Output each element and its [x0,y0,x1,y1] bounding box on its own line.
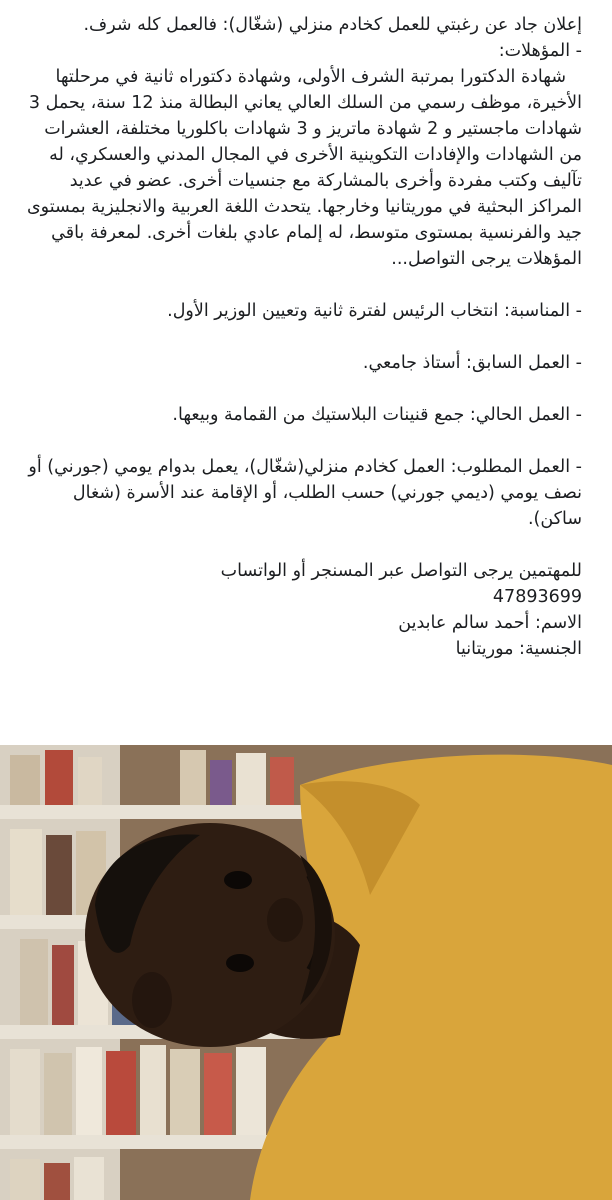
shelf-board [0,805,320,819]
phone-number[interactable]: 47893699 [492,587,582,607]
nationality-line: الجنسية: موريتانيا [455,639,582,659]
contact-line: للمهتمين يرجى التواصل عبر المسنجر أو الواتساب [220,561,582,581]
shelf-board [0,1135,300,1149]
intro-text: إعلان جاد عن رغبتي للعمل كخادم منزلي (شغّال): فالعمل كله شرف. [83,15,582,35]
qualifications-body: شهادة الدكتورا بمرتبة الشرف الأولى، وشهادة دكتوراه ثانية في مرحلتها الأخيرة، موظف رسمي من السلك العالي يعاني البطالة منذ 12 سنة، يحمل 3 شهادات ماجستير و 2 شهادة ماتريز و 3 شهادات باكلوريا مختلفة، العشرات من الشهادات والإفادات التكوينية الأخرى في المجال المدني والعسكري، له تآليف وكتب مفردة وأخرى بالمشاركة مع جنسيات أخرى. عضو في عديد المراكز البحثية في موريتانيا وخارجها. يتحدث اللغة العربية والانجليزية بمستوى جيد والفرنسية بمستوى متوسط، له إلمام عادي بلغات أخرى. لمعرفة باقي المؤهلات يرجى التواصل... [26,67,582,269]
name-line: الاسم: أحمد سالم عابدين [398,613,582,633]
current-job-text: - العمل الحالي: جمع قنينات البلاستيك من القمامة وبيعها. [172,405,582,425]
ear [132,972,172,1028]
profile-photo[interactable] [0,745,612,1200]
qualifications-heading: - المؤهلات: [498,41,582,61]
photo-illustration [0,745,612,1200]
nose [267,898,303,942]
paragraph-gap [16,428,582,454]
required-job-text: - العمل المطلوب: العمل كخادم منزلي(شغّال)، يعمل بدوام يومي (جورني) أو نصف يومي (ديمي جورني) حسب الطلب، أو الإقامة عند الأسرة (شغال ساكن). [28,457,582,529]
eye-right [226,954,254,972]
paragraph-gap [16,272,582,298]
paragraph-gap [16,376,582,402]
paragraph-gap [16,532,582,558]
previous-job-text: - العمل السابق: أستاذ جامعي. [362,353,582,373]
paragraph-gap [16,324,582,350]
occasion-text: - المناسبة: انتخاب الرئيس لفترة ثانية وتعيين الوزير الأول. [167,301,582,321]
eye-left [224,871,252,889]
